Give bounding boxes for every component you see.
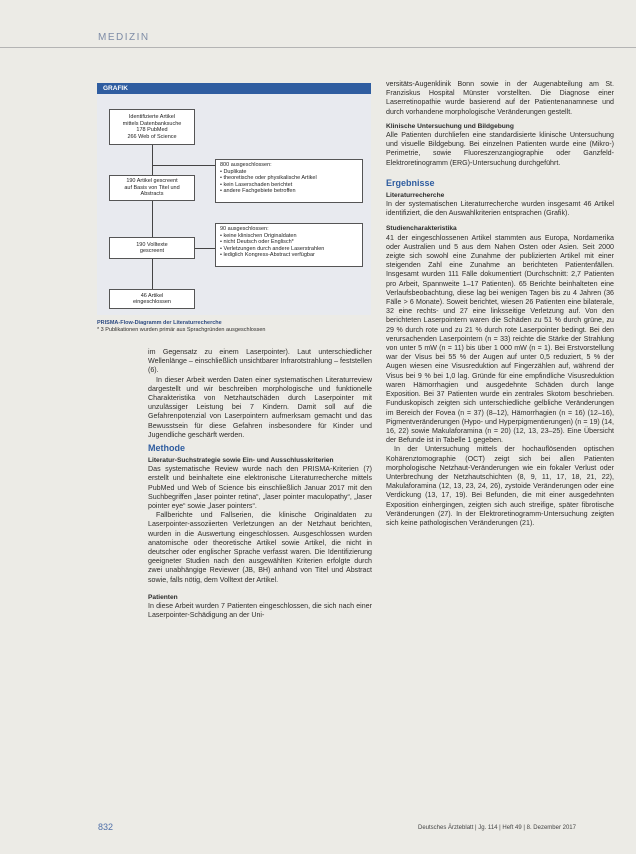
paragraph: Fallberichte und Fallserien, die klinische Originaldaten zu Laserpointer-assoziierten Verletzungen an der Netzhaut berichten, wurden in die Auswertung eingeschlossen. Ausgeschlossen wurden anatomische oder theoretische Artikel sowie Artikel, die nicht in deutscher oder englischer Sprache verfasst waren. Die Identifizierung geeigneter Studien nach den ausgewählten Kriterien erfolgte durch zwei unabhängige Reviewer (JB, BH) anhand von Titel und Abstract sowie, falls nötig, dem Volltext der Artikel. <box>148 511 372 584</box>
box-line: auf Basis von Titel und <box>124 184 180 191</box>
header-rule <box>0 47 636 48</box>
box-line: mittels Datenbanksuche <box>122 120 182 127</box>
section-heading-results: Ergebnisse <box>386 177 435 188</box>
excl-item: • Duplikate <box>220 168 247 175</box>
subheading: Literatur-Suchstrategie sowie Ein- und Ausschlusskriterien <box>148 457 334 465</box>
paragraph: versitäts-Augenklinik Bonn sowie in der Augenabteilung am St. Franziskus Hospital Münster vorstellten. Die Diagnose einer Laserretinopathie wurde basierend auf der Patientenanamnese und durch vorhandene morphologische Veränderungen gestellt. <box>386 80 614 116</box>
box-excluded-2 <box>215 223 363 267</box>
box-line: gescreent <box>139 248 165 254</box>
journal-footer: Deutsches Ärzteblatt | Jg. 114 | Heft 49 | 8. Dezember 2017 <box>418 825 576 831</box>
box-excluded-1 <box>215 159 363 203</box>
paragraph: In diese Arbeit wurden 7 Patienten eingeschlossen, die sich nach einer Laserpointer-Schädigung an der Uni- <box>148 602 372 620</box>
box-line: 190 Artikel gescreent <box>126 178 178 185</box>
box-line: 178 PubMed <box>136 127 168 133</box>
box-line: 46 Artikel <box>140 292 164 299</box>
arrow-excl-1 <box>152 165 215 166</box>
caption-note: * 3 Publikationen wurden primär aus Sprachgründen ausgeschlossen <box>97 327 266 333</box>
figure-caption <box>97 320 371 334</box>
left-column <box>148 348 372 620</box>
paragraph: 41 der eingeschlossenen Artikel stammten aus Europa, Nordamerika oder Australien und 5 aus dem Nahen Osten oder Asien. Seit 2000 zeigte sich sowohl eine Zunahme der publizierten Artikel mit einer steigenden Zahl eine Zunahme an berichteten Patientenfällen. Insgesamt wurden 111 Fälle dokumentiert (Durchschnitt: 2,7 Patienten pro Arbeit, Spannweite 1–17 Patienten). 65 Berichte beinhalteten eine Verlaufsbeobachtung, diese lag bei wenigen Tagen bis zu 4 Jahren (36 Fälle > 6 Monate). Soweit berichtet, wiesen 26 Patienten eine bilaterale, 32 eine rechts- und 27 eine linksseitige Verletzung auf. Von den berichteten Laserpointern waren die Schäden zu 51 % durch grüne, zu 29 % durch rote und zu 21 % durch rote Laserpointer bedingt. Bei den verursachenden Laserpointern (n = 33) reichte die Stärke der Strahlung von unter 5 mW (n = 11) bis über 1 000 mW (n = 1). Bei Erstvorstellung war der Visus bei 55 % der Augen auf unter 0,5 reduziert, 5 % der Augen wiesen eine Visusreduktion auf Fingerzählen auf, während der Visus bei 9 % bei 1,0 lag. Gründe für eine empfindliche Visusreduktion waren Hämorrhagien und ausgedehnte Schäden durch lange Exposition. Bei 37 Patienten wurde ein zentrales Skotom beschrieben. Funduskopisch zeigten sich unterschiedliche gelbliche Veränderungen im Bereich der Fovea (n = 37) (8–12), Hämorrhagien (n = 16) (12–16), Pigmentveränderungen (Hypo- und Hyperpigmentierungen) (n = 19) (14, 16, 22) sowie Makulaforamina (n = 20) (12, 13, 23–25). Eine Übersicht der Befunde ist in Tabelle 1 gegeben. <box>386 233 614 445</box>
page-number: 832 <box>98 822 114 832</box>
excl-title: 800 ausgeschlossen: <box>220 162 272 168</box>
box-identified <box>109 109 195 145</box>
box-included <box>109 289 195 309</box>
paragraph: Das systematische Review wurde nach den PRISMA-Kriterien (7) erstellt und beinhaltete eine elektronische Literaturrecherche mittels PubMed und Web of Science bis einschließlich Januar 2017 mit den Suchbegriffen „laser pointer retina“, „laser pointer maculopathy“, „laser pointer eye“ sowie „laser pointers“. <box>148 465 372 511</box>
box-screened <box>109 175 195 201</box>
excl-item: • kein Laserschaden berichtet <box>220 181 293 188</box>
arrow-2 <box>152 201 153 237</box>
arrow-3 <box>152 259 153 289</box>
paragraph: In dieser Arbeit werden Daten einer systematischen Literaturreview dargestellt und wir beschreiben morphologische und funktionelle Charakteristika von Netzhautschäden durch Laserpointer mit unzulässiger Leistung bei 7 Kindern. Damit soll auf die Gefahrenpotenzial von Laserpointern aufmerksam gemacht und das Bewusstsein für diese Gefahren insbesondere für Kinder und Jugendliche geschärft werden. <box>148 375 372 439</box>
subheading: Studiencharakteristika <box>386 225 457 233</box>
paragraph: im Gegensatz zu einem Laserpointer). Laut unterschiedlicher Wellenlänge – einschließlich unsichtbarer Infrarotstrahlung – feststellen (6). <box>148 348 372 375</box>
arrow-excl-2 <box>195 248 215 249</box>
box-line: 190 Volltexte <box>136 241 168 248</box>
section-heading-methods: Methode <box>148 443 185 454</box>
excl-item: • nicht Deutsch oder Englisch* <box>220 239 294 245</box>
box-line: eingeschlossen <box>133 299 171 305</box>
subheading: Klinische Untersuchung und Bildgebung <box>386 122 514 130</box>
excl-item: • lediglich Kongress-Abstract verfügbar <box>220 252 315 258</box>
paragraph: In der systematischen Literaturrecherche wurden insgesamt 46 Artikel identifiziert, die den Auswahlkriterien entsprachen (Grafik). <box>386 200 614 218</box>
section-header: MEDIZIN <box>98 32 150 43</box>
box-line: Abstracts <box>140 191 164 198</box>
subheading: Literaturrecherche <box>386 191 445 199</box>
paragraph: Alle Patienten durchliefen eine standardisierte klinische Untersuchung und visuelle Bildgebung. Bei einzelnen Patienten wurde eine (Mikro-) Perimetrie, sowie Fluoreszenzangiographie oder Ganzfeld-Elektroretinogramm (ERG)-Untersuchung durchgeführt. <box>386 131 614 167</box>
excl-item: • Verletzungen durch andere Laserstrahlen <box>220 245 325 252</box>
subheading: Patienten <box>148 593 178 601</box>
box-line: 266 Web of Science <box>127 133 177 140</box>
excl-item: • keine klinischen Originaldaten <box>220 232 297 239</box>
box-line: Identifizierte Artikel <box>128 114 176 120</box>
box-fulltext <box>109 237 195 259</box>
right-column <box>386 80 614 528</box>
arrow-1 <box>152 145 153 175</box>
excl-item: • andere Fachgebiete betroffen <box>220 188 296 194</box>
excl-title: 90 ausgeschlossen: <box>220 226 269 232</box>
caption-title: PRISMA-Flow-Diagramm der Literaturrecherche <box>97 320 222 326</box>
prisma-figure <box>97 83 371 315</box>
paragraph: In der Untersuchung mittels der hochauflösenden optischen Kohärenztomographie (OCT) zeigt sich bei allen Patienten morphologische Netzhaut-Veränderungen wie ein fokaler Verlust oder Unterbrechung der Netzhautschichten (8, 9, 11, 17, 18, 21, 22), Makulaforamina (12, 13, 23, 24, 26), zystoide Veränderungen oder eine Verdickung (13, 17, 19). Bei Befunden, die mit einer ausgedehnten Exposition einhergingen, zeigten sich auch streifige, später fibrotische Veränderungen (27). In der Elektroretinogramm-Untersuchung zeigten sich keine pathologischen Veränderungen (21). <box>386 445 614 527</box>
figure-label: GRAFIK <box>97 83 371 94</box>
excl-item: • theoretische oder physikalische Artikel <box>220 175 317 181</box>
